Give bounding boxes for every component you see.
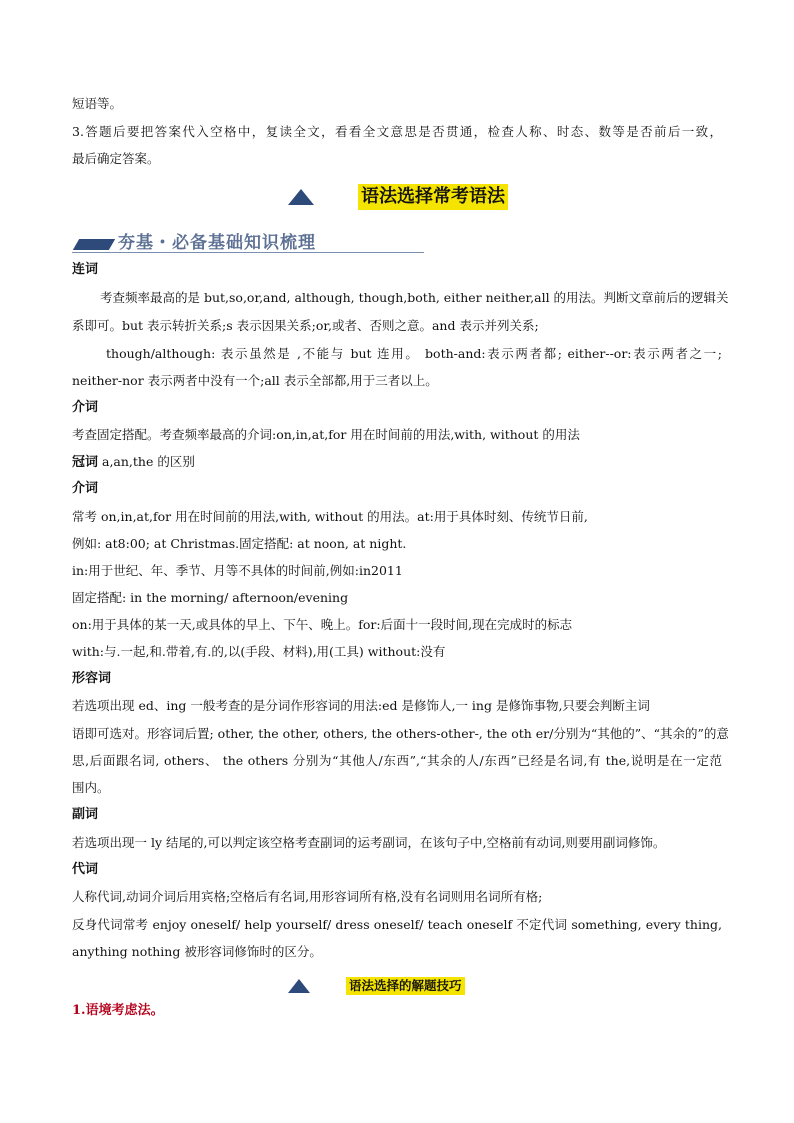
heading-conjunction: 连词	[72, 262, 99, 277]
adj-line-2: 语即可选对。形容词后置; other, the other, others, the others-other-, the oth er/分别为“其他的”、“其余的”的意	[72, 726, 729, 741]
conj-line-2: 系即可。but 表示转折关系;s 表示因果关系;or,或者、否则之意。and 表示并列关系;	[72, 318, 539, 333]
article-text: a,an,the 的区别	[98, 454, 195, 469]
prep2-line-3: in:用于世纪、年、季节、月等不具体的时间前,例如:in2011	[72, 563, 403, 578]
heading-article: 冠词	[72, 455, 99, 470]
banner-bar-icon	[73, 239, 115, 250]
adj-line-4: 围内。	[72, 780, 110, 795]
section-title-2	[288, 977, 465, 995]
pron-line-3: anything nothing 被形容词修饰时的区分。	[72, 944, 322, 959]
section-title-1-text: 语法选择常考语法	[358, 184, 508, 210]
pron-line-1: 人称代词,动词介词后用宾格;空格后有名词,用形容词所有格,没有名词则用名词所有格;	[72, 889, 543, 904]
pron-line-2: 反身代词常考 enjoy oneself/ help yourself/ dress oneself/ teach oneself 不定代词 something, every thing,	[72, 917, 722, 932]
intro-line-1: 短语等。	[72, 96, 123, 111]
prep2-line-1: 常考 on,in,at,for 用在时间前的用法,with, without 的用法。at:用于具体时刻、传统节日前,	[72, 509, 588, 524]
section-title-1	[288, 184, 508, 210]
adv-line-1: 若选项出现一 ly 结尾的,可以判定该空格考查副词的运考副词，在该句子中,空格前有动词,则要用副词修饰。	[72, 835, 666, 850]
section-title-2-text: 语法选择的解题技巧	[346, 977, 465, 995]
intro-line-2: 3.答题后要把答案代入空格中，复读全文，看看全文意思是否贯通，检查人称、时态、数等是否前后一致，	[72, 124, 722, 139]
article-line	[72, 454, 722, 471]
prep1-line-1: 考查固定搭配。考查频率最高的介词:on,in,at,for 用在时间前的用法,with, without 的用法	[72, 427, 580, 442]
heading-adjective: 形容词	[72, 671, 112, 686]
heading-pronoun: 代词	[72, 862, 99, 877]
prep2-line-4: 固定搭配: in the morning/ afternoon/evening	[72, 590, 349, 605]
heading-adverb: 副词	[72, 807, 99, 822]
section-banner	[72, 228, 424, 253]
conj-line-3: though/although: 表示虽然是 ,不能与 but 连用。 both-and:表示两者都; either--or:表示两者之一;	[106, 346, 722, 361]
prep2-line-6: with:与.一起,和.带着,有.的,以(手段、材料),用(工具) without:没有	[72, 644, 446, 659]
banner-text: 夯基・必备基础知识梳理	[118, 233, 316, 253]
triangle-icon	[288, 189, 314, 205]
conj-line-1: 考查频率最高的是 but,so,or,and, although, though,both, either neither,all 的用法。判断文章前后的逻辑关	[100, 290, 729, 305]
adj-line-1: 若选项出现 ed、ing 一般考查的是分词作形容词的用法:ed 是修饰人,一 ing 是修饰事物,只要会判断主词	[72, 698, 650, 713]
prep2-line-2: 例如: at8:00; at Christmas.固定搭配: at noon, at night.	[72, 536, 407, 551]
heading-preposition-2: 介词	[72, 481, 99, 496]
conj-line-4: neither-nor 表示两者中没有一个;all 表示全部都,用于三者以上。	[72, 373, 438, 388]
triangle-icon	[288, 979, 310, 993]
tip-heading-1: 1.语境考虑法。	[72, 1003, 164, 1018]
prep2-line-5: on:用于具体的某一天,或具体的早上、下午、晚上。for:后面十一段时间,现在完成时的标志	[72, 617, 573, 632]
adj-line-3: 思,后面跟名词, others、 the others 分别为“其他人/东西”,“其余的人/东西”已经是名词,有 the,说明是在一定范	[72, 753, 722, 768]
intro-line-3: 最后确定答案。	[72, 151, 160, 166]
heading-preposition-1: 介词	[72, 400, 99, 415]
